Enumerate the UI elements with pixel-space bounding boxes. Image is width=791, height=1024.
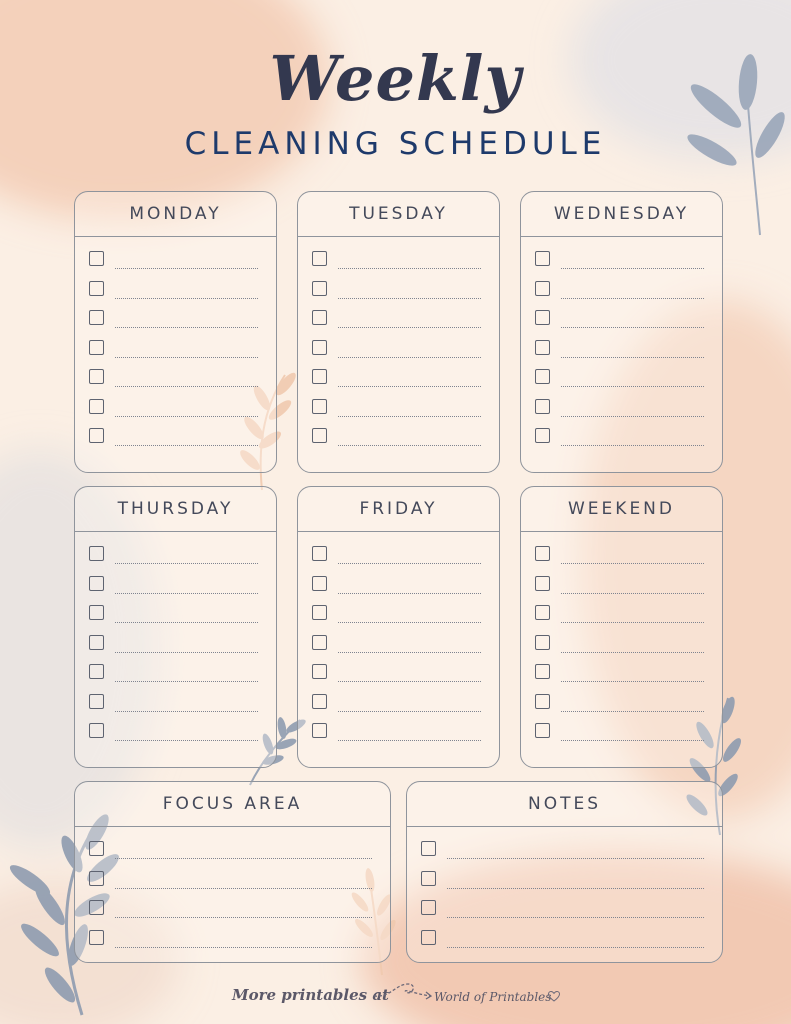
checkbox[interactable] — [312, 605, 327, 620]
write-in-line[interactable] — [338, 563, 481, 564]
write-in-line[interactable] — [115, 357, 258, 358]
checklist-item — [87, 340, 258, 358]
section-monday — [74, 191, 277, 473]
section-heading: MONDAY — [75, 192, 276, 237]
checklist-item — [87, 635, 258, 653]
write-in-line[interactable] — [115, 622, 258, 623]
write-in-line[interactable] — [561, 681, 704, 682]
checklist-item — [533, 340, 704, 358]
section-heading: FRIDAY — [298, 487, 499, 532]
write-in-line[interactable] — [561, 327, 704, 328]
checklist-item — [419, 871, 704, 889]
checkbox[interactable] — [535, 428, 550, 443]
checkbox[interactable] — [312, 694, 327, 709]
checklist-item — [533, 605, 704, 623]
write-in-line[interactable] — [561, 268, 704, 269]
checklist-item — [533, 694, 704, 712]
write-in-line[interactable] — [561, 652, 704, 653]
checklist-item — [87, 605, 258, 623]
checkbox[interactable] — [312, 635, 327, 650]
checkbox[interactable] — [421, 930, 436, 945]
footer-text: More printables at — [232, 986, 389, 1004]
write-in-line[interactable] — [115, 445, 258, 446]
checklist-item — [310, 310, 481, 328]
write-in-line[interactable] — [115, 652, 258, 653]
write-in-line[interactable] — [561, 622, 704, 623]
checklist-item — [419, 841, 704, 859]
checkbox[interactable] — [421, 841, 436, 856]
section-focus-area — [74, 781, 391, 963]
checkbox[interactable] — [89, 635, 104, 650]
checklist-item — [87, 251, 258, 269]
section-wednesday — [520, 191, 723, 473]
checkbox[interactable] — [312, 576, 327, 591]
checkbox[interactable] — [312, 664, 327, 679]
checklist-item — [310, 664, 481, 682]
checklist-item — [310, 428, 481, 446]
checklist-item — [310, 694, 481, 712]
checklist-item — [533, 281, 704, 299]
write-in-line[interactable] — [338, 386, 481, 387]
page-subtitle: CLEANING SCHEDULE — [184, 126, 607, 162]
write-in-line[interactable] — [115, 917, 372, 918]
write-in-line[interactable] — [338, 740, 481, 741]
section-heading: WEEKEND — [521, 487, 722, 532]
write-in-line[interactable] — [115, 593, 258, 594]
checklist-item — [87, 310, 258, 328]
checkbox[interactable] — [89, 723, 104, 738]
checklist-item — [87, 900, 372, 918]
checkbox[interactable] — [535, 664, 550, 679]
write-in-line[interactable] — [338, 622, 481, 623]
checkbox[interactable] — [535, 605, 550, 620]
checklist-item — [533, 310, 704, 328]
checkbox[interactable] — [312, 369, 327, 384]
checkbox[interactable] — [89, 428, 104, 443]
checkbox[interactable] — [89, 251, 104, 266]
write-in-line[interactable] — [561, 740, 704, 741]
checkbox[interactable] — [89, 399, 104, 414]
checkbox[interactable] — [89, 871, 104, 886]
checkbox[interactable] — [535, 635, 550, 650]
checkbox[interactable] — [312, 723, 327, 738]
checklist-item — [310, 369, 481, 387]
checklist-item — [533, 546, 704, 564]
write-in-line[interactable] — [338, 681, 481, 682]
checklist-item — [310, 281, 481, 299]
write-in-line[interactable] — [561, 386, 704, 387]
write-in-line[interactable] — [338, 357, 481, 358]
checkbox[interactable] — [312, 399, 327, 414]
checkbox[interactable] — [89, 310, 104, 325]
checkbox[interactable] — [312, 428, 327, 443]
write-in-line[interactable] — [561, 563, 704, 564]
page-title: Weekly — [269, 42, 522, 115]
checkbox[interactable] — [89, 369, 104, 384]
section-thursday — [74, 486, 277, 768]
section-tuesday — [297, 191, 500, 473]
write-in-line[interactable] — [447, 947, 704, 948]
checkbox[interactable] — [535, 310, 550, 325]
checkbox[interactable] — [312, 310, 327, 325]
checklist-item — [310, 605, 481, 623]
checkbox[interactable] — [89, 930, 104, 945]
write-in-line[interactable] — [561, 416, 704, 417]
write-in-line[interactable] — [338, 416, 481, 417]
checkbox[interactable] — [535, 723, 550, 738]
checkbox[interactable] — [312, 281, 327, 296]
checklist-item — [533, 428, 704, 446]
checklist-item — [533, 399, 704, 417]
write-in-line[interactable] — [447, 888, 704, 889]
checklist-item — [87, 871, 372, 889]
checkbox[interactable] — [535, 576, 550, 591]
checkbox[interactable] — [535, 694, 550, 709]
write-in-line[interactable] — [561, 298, 704, 299]
write-in-line[interactable] — [561, 357, 704, 358]
checklist-item — [533, 664, 704, 682]
write-in-line[interactable] — [115, 327, 258, 328]
checkbox[interactable] — [421, 871, 436, 886]
checkbox[interactable] — [89, 900, 104, 915]
write-in-line[interactable] — [115, 711, 258, 712]
checklist-item — [87, 694, 258, 712]
write-in-line[interactable] — [338, 445, 481, 446]
write-in-line[interactable] — [115, 298, 258, 299]
checkbox[interactable] — [535, 251, 550, 266]
write-in-line[interactable] — [338, 268, 481, 269]
checkbox[interactable] — [535, 399, 550, 414]
checkbox[interactable] — [89, 694, 104, 709]
checkbox[interactable] — [312, 251, 327, 266]
checklist-item — [419, 930, 704, 948]
checklist-item — [87, 723, 258, 741]
write-in-line[interactable] — [115, 416, 258, 417]
checkbox[interactable] — [89, 605, 104, 620]
write-in-line[interactable] — [115, 681, 258, 682]
checkbox[interactable] — [535, 281, 550, 296]
checkbox[interactable] — [89, 281, 104, 296]
section-friday — [297, 486, 500, 768]
checklist-item — [87, 281, 258, 299]
write-in-line[interactable] — [338, 711, 481, 712]
checklist-item — [533, 369, 704, 387]
checklist-item — [533, 723, 704, 741]
write-in-line[interactable] — [115, 268, 258, 269]
heart-icon — [548, 991, 560, 1002]
write-in-line[interactable] — [561, 445, 704, 446]
checklist-item — [533, 576, 704, 594]
section-notes — [406, 781, 723, 963]
checklist-item — [310, 635, 481, 653]
dashed-arrow-icon — [372, 978, 434, 1004]
section-heading: THURSDAY — [75, 487, 276, 532]
checklist-item — [87, 369, 258, 387]
checklist-item — [87, 399, 258, 417]
write-in-line[interactable] — [561, 593, 704, 594]
section-weekend — [520, 486, 723, 768]
checklist-item — [310, 251, 481, 269]
write-in-line[interactable] — [115, 740, 258, 741]
checkbox[interactable] — [312, 546, 327, 561]
checkbox[interactable] — [535, 369, 550, 384]
write-in-line[interactable] — [338, 652, 481, 653]
checklist-item — [310, 576, 481, 594]
checkbox[interactable] — [535, 340, 550, 355]
checkbox[interactable] — [89, 546, 104, 561]
footer-brand: World of Printables — [434, 990, 552, 1004]
write-in-line[interactable] — [115, 947, 372, 948]
checkbox[interactable] — [312, 340, 327, 355]
checkbox[interactable] — [421, 900, 436, 915]
checklist-item — [310, 546, 481, 564]
checklist-item — [87, 664, 258, 682]
section-heading: WEDNESDAY — [521, 192, 722, 237]
checklist-item — [87, 428, 258, 446]
checkbox[interactable] — [535, 546, 550, 561]
write-in-line[interactable] — [115, 386, 258, 387]
checklist-item — [533, 635, 704, 653]
checkbox[interactable] — [89, 664, 104, 679]
checkbox[interactable] — [89, 340, 104, 355]
checklist-item — [87, 546, 258, 564]
checklist-item — [533, 251, 704, 269]
write-in-line[interactable] — [115, 858, 372, 859]
write-in-line[interactable] — [115, 563, 258, 564]
checkbox[interactable] — [89, 841, 104, 856]
checkbox[interactable] — [89, 576, 104, 591]
checklist-item — [310, 723, 481, 741]
write-in-line[interactable] — [338, 593, 481, 594]
write-in-line[interactable] — [447, 858, 704, 859]
write-in-line[interactable] — [338, 298, 481, 299]
checklist-item — [419, 900, 704, 918]
section-heading: FOCUS AREA — [75, 782, 390, 827]
write-in-line[interactable] — [115, 888, 372, 889]
section-heading: NOTES — [407, 782, 722, 827]
checklist-item — [87, 841, 372, 859]
write-in-line[interactable] — [338, 327, 481, 328]
write-in-line[interactable] — [447, 917, 704, 918]
write-in-line[interactable] — [561, 711, 704, 712]
checklist-item — [310, 399, 481, 417]
checklist-item — [87, 576, 258, 594]
checklist-item — [87, 930, 372, 948]
section-heading: TUESDAY — [298, 192, 499, 237]
checklist-item — [310, 340, 481, 358]
